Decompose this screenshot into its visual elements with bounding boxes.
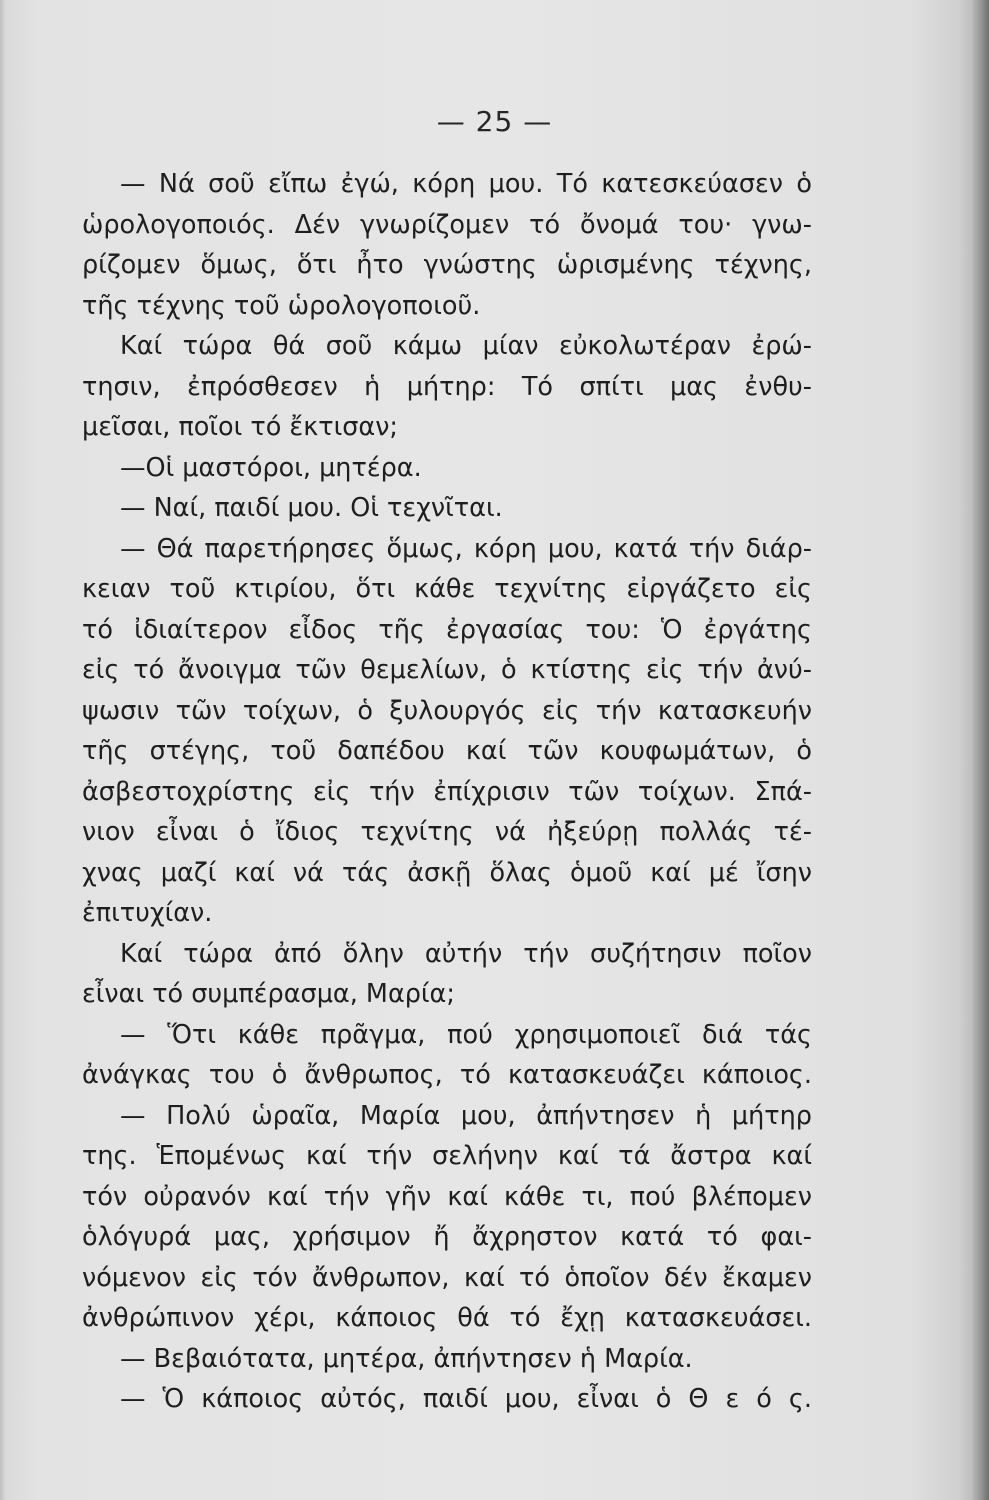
text-line: τῆς στέγης, τοῦ δαπέδου καί τῶν κουφωμάτων, ὁ [82, 736, 812, 766]
text-line: ἐπιτυχίαν. [82, 898, 213, 928]
text-line: — Ὁ κάποιος αὐτός, παιδί μου, εἶναι ὁ Θ ε ό ς. [120, 1384, 812, 1414]
text-line: ὁλόγυρά μας, χρήσιμον ἤ ἄχρηστον κατά τό φαι- [82, 1222, 812, 1252]
text-line: — Πολύ ὡραῖα, Μαρία μου, ἀπήντησεν ἡ μήτηρ [120, 1100, 812, 1131]
text-line: ὡρολογοποιός. Δέν γνωρίζομεν τό ὄνομά του· γνω- [82, 209, 812, 240]
text-line: εἶναι τό συμπέρασμα, Μαρία; [82, 979, 455, 1009]
text-line: ρίζομεν ὅμως, ὅτι ἦτο γνώστης ὡρισμένης τέχνης, [82, 250, 812, 280]
text-line: — Βεβαιότατα, μητέρα, ἀπήντησεν ἡ Μαρία. [120, 1343, 693, 1374]
binding-shadow [971, 0, 989, 1500]
text-line: κειαν τοῦ κτιρίου, ὅτι κάθε τεχνίτης εἰργάζετο εἰς [82, 574, 812, 604]
text-line: —Οἱ μαστόροι, μητέρα. [120, 452, 422, 483]
text-line: ἀνάγκας του ὁ ἄνθρωπος, τό κατασκευάζει κάποιος. [82, 1060, 812, 1090]
body-text [82, 164, 812, 1420]
text-line: τησιν, ἐπρόσθεσεν ἡ μήτηρ: Τό σπίτι μας ἐνθυ- [82, 371, 812, 402]
text-line: — Θά παρετήρησες ὅμως, κόρη μου, κατά τήν διάρ- [120, 533, 812, 564]
text-line: εἰς τό ἄνοιγμα τῶν θεμελίων, ὁ κτίστης εἰς τήν ἀνύ- [82, 655, 812, 685]
text-line: χνας μαζί καί νά τάς ἀσκῇ ὅλας ὁμοῦ καί μέ ἴσην [82, 857, 812, 888]
text-line: ἀνθρώπινον χέρι, κάποιος θά τό ἔχῃ κατασκευάσει. [82, 1303, 812, 1333]
text-line: μεῖσαι, ποῖοι τό ἔκτισαν; [82, 412, 399, 442]
text-line: — Ναί, παιδί μου. Οἱ τεχνῖται. [120, 493, 503, 523]
text-line: τῆς τέχνης τοῦ ὡρολογοποιοῦ. [82, 290, 481, 321]
text-line: ἀσβεστοχρίστης εἰς τήν ἐπίχρισιν τῶν τοίχων. Σπά- [82, 776, 812, 807]
text-line: τόν οὐρανόν καί τήν γῆν καί κάθε τι, πού βλέπομεν [82, 1181, 812, 1212]
text-line: τό ἰδιαίτερον εἶδος τῆς ἐργασίας του: Ὁ ἐργάτης [82, 614, 812, 645]
text-line: — Ὅτι κάθε πρᾶγμα, πού χρησιμοποιεῖ διά τάς [120, 1019, 812, 1050]
text-line: ψωσιν τῶν τοίχων, ὁ ξυλουργός εἰς τήν κατασκευήν [82, 695, 812, 726]
page-left-edge [0, 0, 6, 1500]
text-line: Καί τώρα θά σοῦ κάμω μίαν εὐκολωτέραν ἐρώ- [120, 331, 812, 361]
page-number: — 25 — [436, 105, 553, 138]
text-line: νιον εἶναι ὁ ἴδιος τεχνίτης νά ἠξεύρῃ πολλάς τέ- [82, 817, 812, 847]
text-line: της. Ἑπομένως καί τήν σελήνην καί τά ἄστρα καί [82, 1141, 812, 1171]
text-line: Καί τώρα ἀπό ὅλην αὐτήν τήν συζήτησιν ποῖον [120, 938, 812, 969]
text-line: νόμενον εἰς τόν ἄνθρωπον, καί τό ὁποῖον δέν ἔκαμεν [82, 1262, 812, 1293]
text-line: — Νά σοῦ εἴπω ἐγώ, κόρη μου. Τό κατεσκεύασεν ὁ [120, 169, 812, 199]
